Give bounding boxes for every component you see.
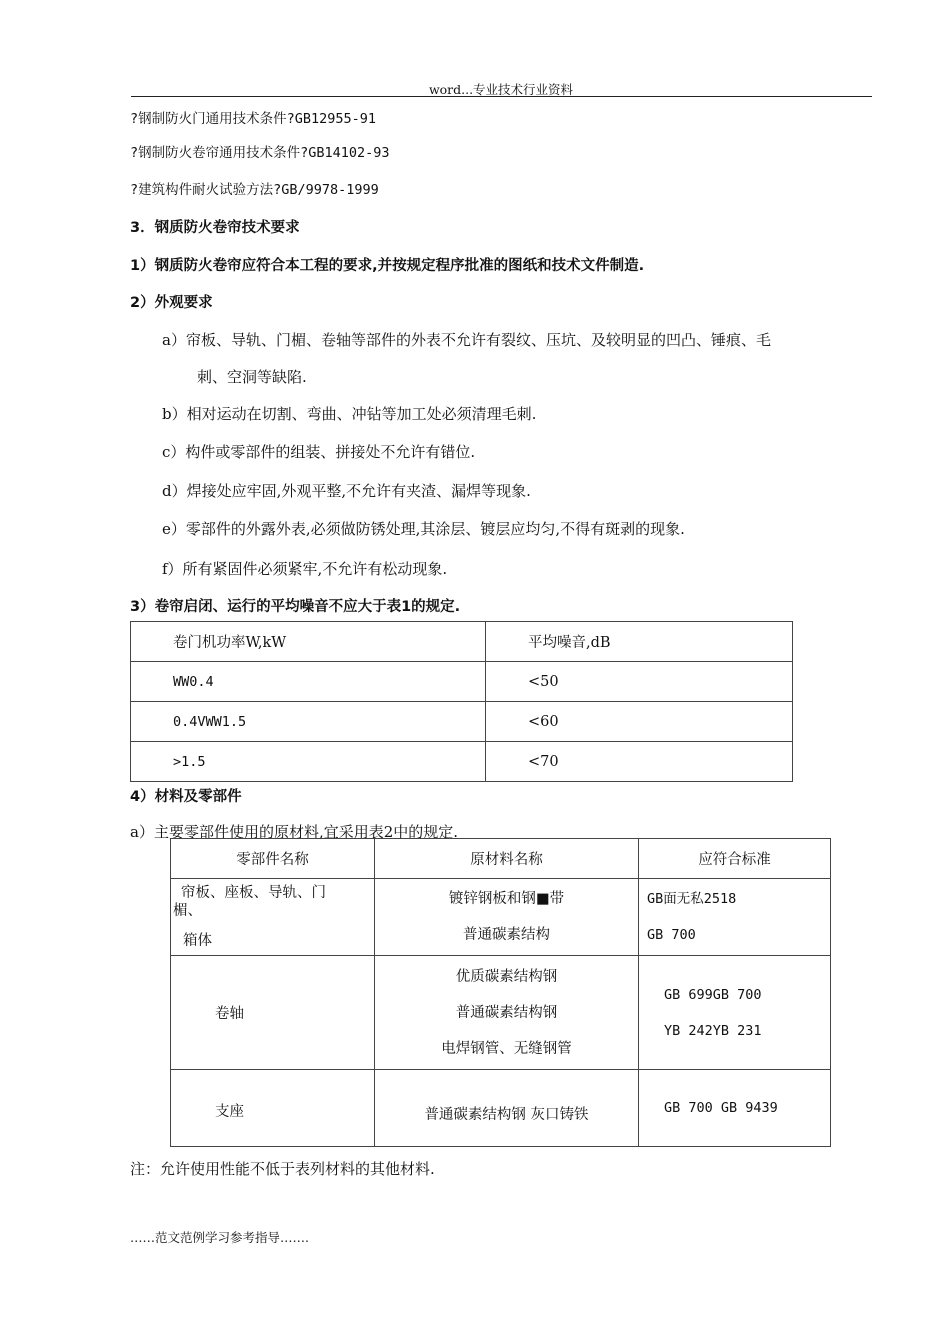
table2-header-standard: 应符合标准 bbox=[639, 839, 831, 879]
item-4a: a）主要零部件使用的原材料,宜采用表2中的规定. bbox=[130, 823, 459, 841]
table2-material-text: 优质碳素结构钢 bbox=[455, 968, 558, 985]
table2-standard-text: GB 700 bbox=[647, 927, 696, 943]
table-row bbox=[171, 839, 831, 879]
item-2c: c）构件或零部件的组装、拼接处不允许有错位. bbox=[162, 443, 476, 461]
note: 注：允许使用性能不低于表列材料的其他材料. bbox=[130, 1160, 435, 1178]
item-2a-line1: a）帘板、导轨、门楣、卷轴等部件的外表不允许有裂纹、压坑、及较明显的凹凸、锤痕、毛 bbox=[162, 331, 771, 349]
table2-material-text: 普通碳素结构 bbox=[463, 927, 550, 943]
table1-cell: >1.5 bbox=[131, 742, 486, 782]
table2-standard-text: GB 699GB 700 bbox=[664, 986, 762, 1003]
table2-standard-text: GB面无私2518 bbox=[647, 891, 737, 907]
item-4: 4）材料及零部件 bbox=[130, 789, 242, 805]
table1-cell: <50 bbox=[486, 662, 793, 702]
table2-part-text: 箱体 bbox=[183, 933, 212, 949]
table2-part-cell bbox=[171, 879, 375, 956]
table2-header-material: 原材料名称 bbox=[375, 839, 639, 879]
table2-material-cell bbox=[375, 879, 639, 956]
table2-material-cell: 普通碳素结构钢 灰口铸铁 bbox=[375, 1070, 639, 1147]
page-header: word...专业技术行业资料 bbox=[428, 82, 574, 97]
table-row bbox=[171, 956, 831, 1070]
item-2a-line2: 刺、空洞等缺陷. bbox=[197, 368, 307, 386]
item-2e: e）零部件的外露外表,必须做防锈处理,其涂层、镀层应均匀,不得有斑剥的现象. bbox=[162, 520, 685, 538]
noise-table bbox=[130, 621, 793, 782]
table2-material-cell bbox=[375, 956, 639, 1070]
section-3-title: 3．钢质防火卷帘技术要求 bbox=[130, 220, 300, 236]
table1-header-power: 卷门机功率W,kW bbox=[131, 622, 486, 662]
table2-part-text: 帘板、座板、导轨、门 bbox=[181, 885, 326, 901]
reference-1: ?钢制防火门通用技术条件?GB12955-91 bbox=[130, 111, 377, 127]
reference-3: ?建筑构件耐火试验方法?GB/9978-1999 bbox=[130, 182, 379, 198]
item-1: 1）钢质防火卷帘应符合本工程的要求,并按规定程序批准的图纸和技术文件制造. bbox=[130, 258, 645, 274]
item-2b: b）相对运动在切割、弯曲、冲钻等加工处必须清理毛刺. bbox=[162, 405, 537, 423]
table2-part-cell: 卷轴 bbox=[171, 956, 375, 1070]
table2-material-text: 普通碳素结构钢 bbox=[455, 1004, 558, 1021]
table2-material-text: 电焊钢管、无缝钢管 bbox=[441, 1040, 572, 1057]
item-3: 3）卷帘启闭、运行的平均噪音不应大于表1的规定. bbox=[130, 599, 461, 615]
table-row bbox=[131, 702, 793, 742]
item-2f: f）所有紧固件必须紧牢,不允许有松动现象. bbox=[162, 560, 448, 578]
table2-part-text: 楣、 bbox=[173, 903, 202, 919]
table-row bbox=[131, 622, 793, 662]
page-footer: ……范文范例学习参考指导……. bbox=[130, 1230, 309, 1245]
table1-cell: <60 bbox=[486, 702, 793, 742]
table-row bbox=[171, 1070, 831, 1147]
item-2: 2）外观要求 bbox=[130, 295, 213, 311]
table2-standard-cell bbox=[639, 879, 831, 956]
materials-table bbox=[170, 838, 831, 1147]
item-2d: d）焊接处应牢固,外观平整,不允许有夹渣、漏焊等现象. bbox=[162, 482, 531, 500]
table-row bbox=[171, 879, 831, 956]
table1-cell: <70 bbox=[486, 742, 793, 782]
table2-standard-cell: GB 700 GB 9439 bbox=[639, 1070, 831, 1147]
table2-standard-text: YB 242YB 231 bbox=[664, 1022, 762, 1039]
reference-2: ?钢制防火卷帘通用技术条件?GB14102-93 bbox=[130, 145, 390, 161]
table2-header-part: 零部件名称 bbox=[171, 839, 375, 879]
table1-cell: WW0.4 bbox=[131, 662, 486, 702]
table1-header-noise: 平均噪音,dB bbox=[486, 622, 793, 662]
header-rule bbox=[131, 96, 872, 97]
table2-standard-cell bbox=[639, 956, 831, 1070]
table2-part-cell: 支座 bbox=[171, 1070, 375, 1147]
table-row bbox=[131, 662, 793, 702]
table1-cell: 0.4VWW1.5 bbox=[131, 702, 486, 742]
table2-material-text: 镀锌钢板和钢■带 bbox=[448, 891, 565, 907]
table-row bbox=[131, 742, 793, 782]
